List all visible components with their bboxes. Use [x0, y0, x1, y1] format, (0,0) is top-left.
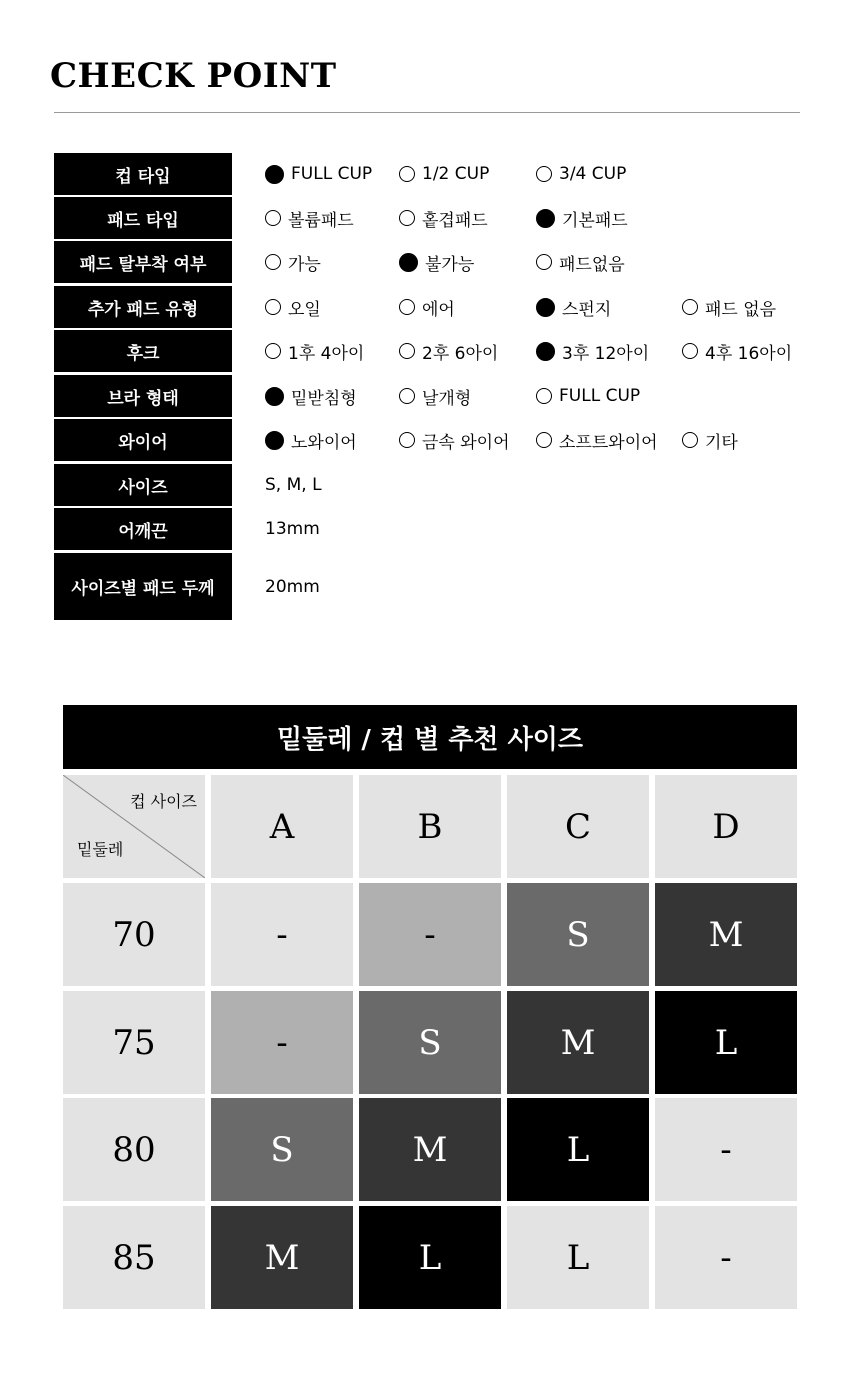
- radio-option[interactable]: [682, 419, 738, 461]
- check-row-label: 사이즈: [54, 464, 232, 506]
- radio-option-label: 패드 없음: [705, 299, 777, 320]
- check-row: [54, 153, 814, 195]
- check-row-label: 어깨끈: [54, 508, 232, 550]
- radio-option-label: 4후 16아이: [705, 343, 793, 364]
- radio-selected-icon: [265, 165, 284, 184]
- radio-option-label: 금속 와이어: [422, 432, 510, 453]
- radio-option[interactable]: [265, 330, 364, 372]
- radio-option[interactable]: [399, 330, 498, 372]
- radio-empty-icon: [682, 343, 698, 359]
- radio-option-label: 기타: [705, 432, 738, 453]
- size-cell: S: [507, 883, 649, 986]
- check-row: [54, 330, 814, 372]
- radio-option-label: 1후 4아이: [288, 343, 365, 364]
- check-row-label: 패드 탈부착 여부: [54, 241, 232, 283]
- check-row-value: 13mm: [265, 519, 320, 539]
- cup-header-cell: D: [655, 775, 797, 878]
- check-row: [54, 553, 814, 620]
- size-cell: S: [211, 1098, 353, 1201]
- cup-header-cell: B: [359, 775, 501, 878]
- corner-cup-label: 컵 사이즈: [130, 792, 197, 811]
- check-row: [54, 197, 814, 239]
- radio-empty-icon: [399, 432, 415, 448]
- radio-empty-icon: [536, 388, 552, 404]
- radio-selected-icon: [536, 298, 555, 317]
- radio-empty-icon: [265, 299, 281, 315]
- radio-selected-icon: [399, 253, 418, 272]
- radio-option-label: FULL CUP: [291, 164, 373, 184]
- band-header-cell: 80: [63, 1098, 205, 1201]
- radio-selected-icon: [536, 342, 555, 361]
- radio-option[interactable]: [399, 375, 471, 417]
- check-row-label: 추가 패드 유형: [54, 286, 232, 328]
- radio-option-label: 홑겹패드: [422, 210, 488, 231]
- radio-option[interactable]: [682, 330, 792, 372]
- radio-option-label: 소프트와이어: [559, 432, 658, 453]
- check-row: [54, 241, 814, 283]
- radio-empty-icon: [536, 166, 552, 182]
- radio-empty-icon: [536, 254, 552, 270]
- radio-option[interactable]: [536, 330, 649, 372]
- size-cell: -: [359, 883, 501, 986]
- size-cell: L: [359, 1206, 501, 1309]
- radio-option-label: 불가능: [425, 254, 475, 275]
- radio-option-label: 볼륨패드: [288, 210, 354, 231]
- check-row-value: 20mm: [265, 576, 320, 597]
- size-cell: -: [655, 1098, 797, 1201]
- radio-empty-icon: [399, 299, 415, 315]
- radio-option-label: 3후 12아이: [562, 343, 650, 364]
- check-row-label: 패드 타입: [54, 197, 232, 239]
- size-cell: -: [211, 991, 353, 1094]
- cup-header-cell: A: [211, 775, 353, 878]
- radio-option[interactable]: [265, 241, 321, 283]
- radio-option[interactable]: [536, 241, 625, 283]
- size-cell: L: [507, 1098, 649, 1201]
- size-cell: M: [507, 991, 649, 1094]
- radio-empty-icon: [265, 210, 281, 226]
- radio-option-label: 에어: [422, 299, 455, 320]
- radio-selected-icon: [265, 431, 284, 450]
- size-cell: L: [655, 991, 797, 1094]
- radio-empty-icon: [265, 343, 281, 359]
- cup-header-cell: C: [507, 775, 649, 878]
- check-row: [54, 286, 814, 328]
- check-row-label: 브라 형태: [54, 375, 232, 417]
- radio-option[interactable]: [682, 286, 776, 328]
- check-row-label: 사이즈별 패드 두께: [54, 553, 232, 620]
- radio-option-label: 날개형: [422, 388, 472, 409]
- size-table-title: 밑둘레 / 컵 별 추천 사이즈: [63, 705, 797, 769]
- size-cell: S: [359, 991, 501, 1094]
- radio-empty-icon: [399, 166, 415, 182]
- check-row: [54, 419, 814, 461]
- band-header-cell: 85: [63, 1206, 205, 1309]
- radio-option-label: 밑받침형: [291, 388, 357, 409]
- check-row-label: 후크: [54, 330, 232, 372]
- size-cell: M: [211, 1206, 353, 1309]
- check-row-label: 와이어: [54, 419, 232, 461]
- radio-selected-icon: [265, 387, 284, 406]
- size-cell: M: [359, 1098, 501, 1201]
- radio-option[interactable]: [265, 153, 372, 195]
- radio-option-label: 2후 6아이: [422, 343, 499, 364]
- radio-option[interactable]: [536, 419, 658, 461]
- radio-option[interactable]: [399, 197, 488, 239]
- page-title: CHECK POINT: [50, 56, 337, 96]
- radio-option[interactable]: [399, 153, 489, 195]
- radio-option-label: 오일: [288, 299, 321, 320]
- radio-empty-icon: [399, 343, 415, 359]
- radio-option-label: 노와이어: [291, 432, 357, 453]
- radio-option-label: 스펀지: [562, 299, 612, 320]
- check-row: [54, 375, 814, 417]
- radio-option[interactable]: [536, 197, 628, 239]
- corner-band-label: 밑둘레: [77, 840, 124, 859]
- radio-option-label: 가능: [288, 254, 321, 275]
- radio-empty-icon: [682, 432, 698, 448]
- title-divider: [54, 112, 800, 113]
- band-header-cell: 75: [63, 991, 205, 1094]
- radio-empty-icon: [399, 210, 415, 226]
- radio-empty-icon: [536, 432, 552, 448]
- radio-empty-icon: [399, 388, 415, 404]
- radio-option-label: 3/4 CUP: [559, 164, 627, 184]
- size-cell: -: [655, 1206, 797, 1309]
- size-table-corner: [63, 775, 205, 878]
- radio-option[interactable]: [265, 375, 357, 417]
- size-cell: M: [655, 883, 797, 986]
- radio-option[interactable]: [265, 286, 321, 328]
- radio-option-label: 기본패드: [562, 210, 628, 231]
- check-row-label: 컵 타입: [54, 153, 232, 195]
- radio-option[interactable]: [399, 241, 474, 283]
- band-header-cell: 70: [63, 883, 205, 986]
- check-row: [54, 464, 814, 506]
- radio-option[interactable]: [536, 153, 626, 195]
- radio-option[interactable]: [265, 197, 354, 239]
- radio-option-label: 1/2 CUP: [422, 164, 490, 184]
- radio-empty-icon: [682, 299, 698, 315]
- size-cell: -: [211, 883, 353, 986]
- radio-option[interactable]: [399, 286, 455, 328]
- radio-option[interactable]: [265, 419, 357, 461]
- check-row: [54, 508, 814, 550]
- size-cell: L: [507, 1206, 649, 1309]
- radio-option[interactable]: [399, 419, 510, 461]
- radio-option-label: FULL CUP: [559, 386, 641, 406]
- radio-empty-icon: [265, 254, 281, 270]
- radio-option[interactable]: [536, 375, 640, 417]
- radio-option-label: 패드없음: [559, 254, 625, 275]
- radio-selected-icon: [536, 209, 555, 228]
- check-row-value: S, M, L: [265, 475, 322, 495]
- radio-option[interactable]: [536, 286, 611, 328]
